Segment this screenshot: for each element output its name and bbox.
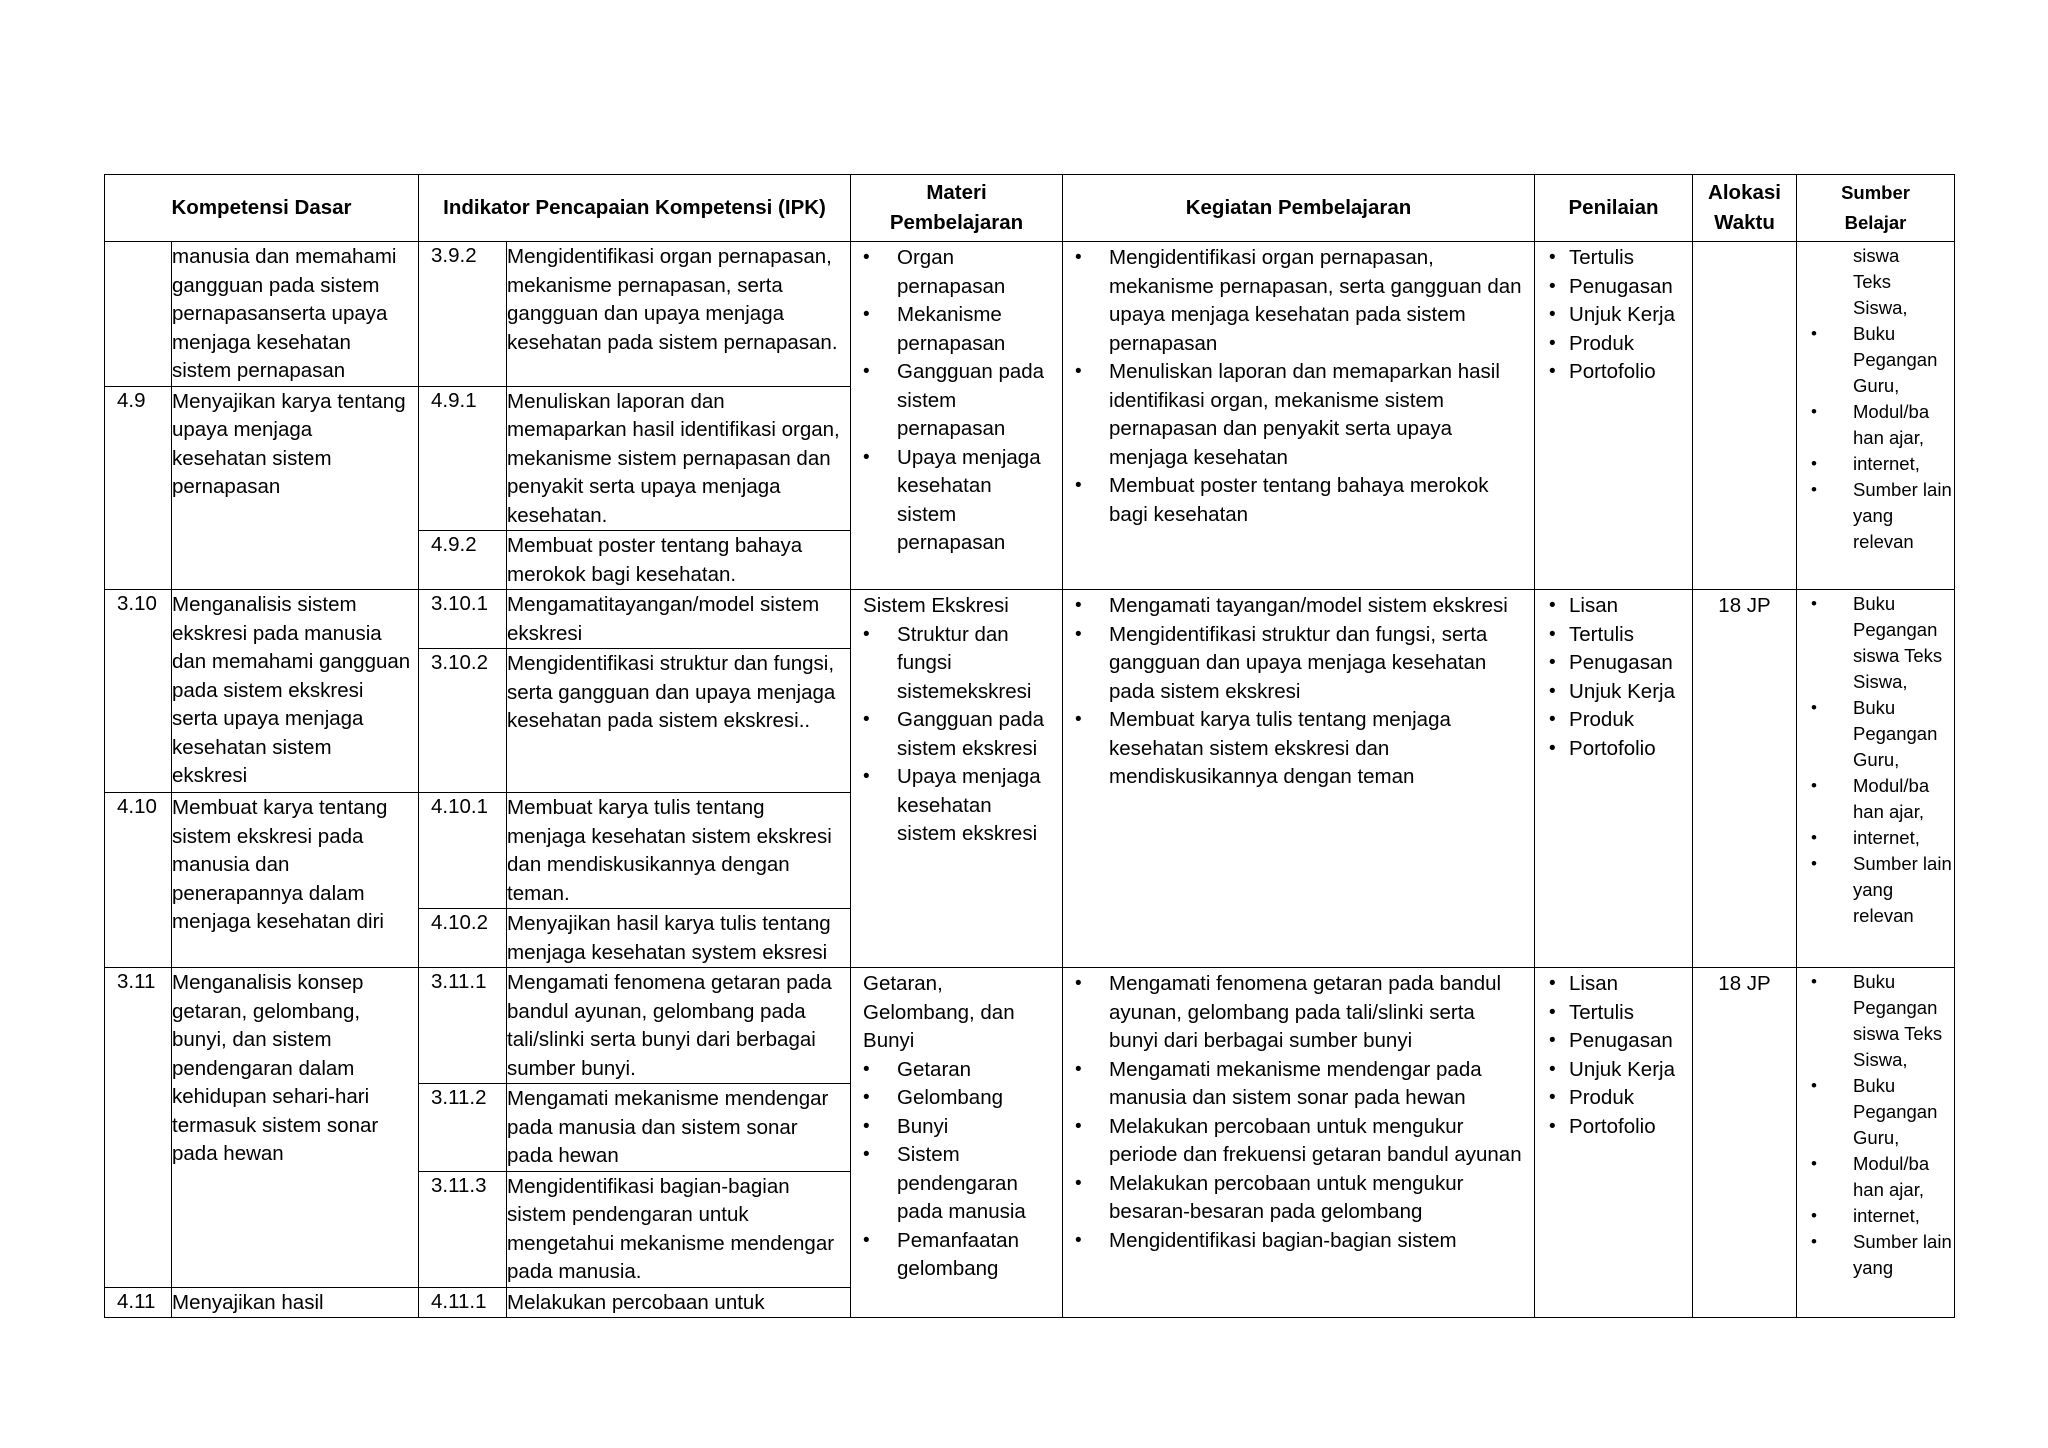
ipk-text: Melakukan percobaan untuk <box>507 1287 851 1318</box>
kd-text: manusia dan memahami gangguan pada sistem pernapasanserta upaya menjaga kesehatan sistem pernapasan <box>172 242 419 387</box>
list-item: • Modul/ba han ajar, <box>1797 773 1952 825</box>
ipk-number: 3.10.1 <box>419 590 507 649</box>
kd-text: Menganalisis konsep getaran, gelombang, bunyi, dan sistem pendengaran dalam kehidupan sehari-hari termasuk sistem sonar pada hewan <box>172 968 419 1288</box>
kd-number: 3.11 <box>105 968 172 1288</box>
list-item: • Portofolio <box>1535 735 1688 764</box>
ipk-number: 3.11.3 <box>419 1171 507 1287</box>
penilaian-cell <box>1535 590 1693 968</box>
alokasi-cell <box>1693 242 1797 590</box>
materi-heading: Getaran, Gelombang, dan Bunyi <box>863 972 1015 1052</box>
list-item: • Buku Pegangan siswa Teks Siswa, <box>1797 591 1952 695</box>
penilaian-cell <box>1535 242 1693 590</box>
ipk-number: 3.10.2 <box>419 649 507 793</box>
table-row <box>105 968 1955 1084</box>
list-item: • Upaya menjaga kesehatan sistem ekskresi <box>851 763 1056 849</box>
header-penilaian: Penilaian <box>1535 175 1693 242</box>
list-item: • Bunyi <box>851 1113 1056 1142</box>
list-item: • Tertulis <box>1535 244 1688 273</box>
header-kompetensi-dasar: Kompetensi Dasar <box>105 175 419 242</box>
list-item: • Mengamati mekanisme mendengar pada manusia dan sistem sonar pada hewan <box>1063 1056 1528 1113</box>
list-item: • Penugasan <box>1535 649 1688 678</box>
list-item: • Sumber lain yang relevan <box>1797 477 1952 555</box>
kd-number: 4.9 <box>105 386 172 590</box>
list-item: • Buku Pegangan Guru, <box>1797 321 1952 399</box>
sumber-cell <box>1797 968 1955 1318</box>
ipk-number: 4.9.1 <box>419 386 507 531</box>
header-alokasi: Alokasi Waktu <box>1693 175 1797 242</box>
kd-number: 3.10 <box>105 590 172 793</box>
list-item: Teks <box>1853 271 1892 292</box>
list-item: Siswa, <box>1853 297 1908 318</box>
list-item: • Mengidentifikasi organ pernapasan, mekanisme pernapasan, serta gangguan dan upaya menjaga kesehatan pada sistem pernapasan <box>1063 244 1528 358</box>
list-item: • Sumber lain yang relevan <box>1797 851 1952 929</box>
list-item: • Gangguan pada sistem pernapasan <box>851 358 1056 444</box>
table-row <box>105 242 1955 387</box>
header-kegiatan: Kegiatan Pembelajaran <box>1063 175 1535 242</box>
list-item: • Membuat karya tulis tentang menjaga kesehatan sistem ekskresi dan mendiskusikannya dengan teman <box>1063 706 1528 792</box>
list-item: • Lisan <box>1535 592 1688 621</box>
syllabus-table <box>104 174 1955 1318</box>
list-item: • Mekanisme pernapasan <box>851 301 1056 358</box>
ipk-number: 4.11.1 <box>419 1287 507 1318</box>
header-sumber: Sumber Belajar <box>1797 175 1955 242</box>
list-item: • Mengamati fenomena getaran pada bandul ayunan, gelombang pada tali/slinki serta bunyi dari berbagai sumber bunyi <box>1063 970 1528 1056</box>
ipk-number: 4.10.1 <box>419 793 507 909</box>
ipk-text: Mengidentifikasi bagian-bagian sistem pendengaran untuk mengetahui mekanisme mendengar pada manusia. <box>507 1171 851 1287</box>
list-item: • Melakukan percobaan untuk mengukur besaran-besaran pada gelombang <box>1063 1170 1528 1227</box>
list-item: • Tertulis <box>1535 999 1688 1028</box>
materi-cell <box>851 590 1063 968</box>
list-item: • internet, <box>1797 451 1952 477</box>
list-item: • Modul/ba han ajar, <box>1797 399 1952 451</box>
list-item: • Penugasan <box>1535 273 1688 302</box>
list-item: • Unjuk Kerja <box>1535 301 1688 330</box>
list-item: • Mengidentifikasi struktur dan fungsi, serta gangguan dan upaya menjaga kesehatan pada sistem ekskresi <box>1063 621 1528 707</box>
kd-text: Membuat karya tentang sistem ekskresi pada manusia dan penerapannya dalam menjaga kesehatan diri <box>172 793 419 968</box>
list-item: • Pemanfaatan gelombang <box>851 1227 1056 1284</box>
ipk-text: Membuat poster tentang bahaya merokok bagi kesehatan. <box>507 531 851 590</box>
list-item: • Buku Pegangan Guru, <box>1797 695 1952 773</box>
list-item: • Produk <box>1535 706 1688 735</box>
materi-heading: Sistem Ekskresi <box>863 594 1009 617</box>
list-item: • Tertulis <box>1535 621 1688 650</box>
list-item: • Struktur dan fungsi sistemekskresi <box>851 621 1056 707</box>
list-item: • Membuat poster tentang bahaya merokok bagi kesehatan <box>1063 472 1528 529</box>
ipk-text: Menuliskan laporan dan memaparkan hasil identifikasi organ, mekanisme sistem pernapasan dan penyakit serta upaya menjaga kesehatan. <box>507 386 851 531</box>
kegiatan-cell <box>1063 968 1535 1318</box>
ipk-number: 4.9.2 <box>419 531 507 590</box>
kd-number: 4.10 <box>105 793 172 968</box>
alokasi-cell: 18 JP <box>1693 968 1797 1318</box>
header-materi: Materi Pembelajaran <box>851 175 1063 242</box>
ipk-text: Mengidentifikasi struktur dan fungsi, serta gangguan dan upaya menjaga kesehatan pada sistem ekskresi.. <box>507 649 851 793</box>
ipk-text: Mengamati mekanisme mendengar pada manusia dan sistem sonar pada hewan <box>507 1084 851 1172</box>
kd-text: Menyajikan karya tentang upaya menjaga kesehatan sistem pernapasan <box>172 386 419 590</box>
header-ipk: Indikator Pencapaian Kompetensi (IPK) <box>419 175 851 242</box>
list-item: • Mengidentifikasi bagian-bagian sistem <box>1063 1227 1528 1256</box>
list-item: • Portofolio <box>1535 358 1688 387</box>
list-item: • internet, <box>1797 825 1952 851</box>
ipk-text: Mengamati fenomena getaran pada bandul ayunan, gelombang pada tali/slinki serta bunyi dari berbagai sumber bunyi. <box>507 968 851 1084</box>
list-item: • internet, <box>1797 1203 1952 1229</box>
ipk-number: 3.9.2 <box>419 242 507 387</box>
list-item: • Melakukan percobaan untuk mengukur periode dan frekuensi getaran bandul ayunan <box>1063 1113 1528 1170</box>
kd-text: Menganalisis sistem ekskresi pada manusia dan memahami gangguan pada sistem ekskresi serta upaya menjaga kesehatan sistem ekskresi <box>172 590 419 793</box>
list-item: • Organ pernapasan <box>851 244 1056 301</box>
ipk-text: Mengamatitayangan/model sistem ekskresi <box>507 590 851 649</box>
sumber-cell <box>1797 242 1955 590</box>
list-item: • Lisan <box>1535 970 1688 999</box>
ipk-number: 3.11.2 <box>419 1084 507 1172</box>
table-row <box>105 590 1955 649</box>
ipk-text: Mengidentifikasi organ pernapasan, mekanisme pernapasan, serta gangguan dan upaya menjaga kesehatan pada sistem pernapasan. <box>507 242 851 387</box>
list-item: • Modul/ba han ajar, <box>1797 1151 1952 1203</box>
list-item: • Gelombang <box>851 1084 1056 1113</box>
list-item: • Mengamati tayangan/model sistem ekskresi <box>1063 592 1528 621</box>
kd-text: Menyajikan hasil <box>172 1287 419 1318</box>
header-row <box>105 175 1955 242</box>
list-item: • Buku Pegangan siswa Teks Siswa, <box>1797 969 1952 1073</box>
list-item: • Buku Pegangan Guru, <box>1797 1073 1952 1151</box>
penilaian-cell <box>1535 968 1693 1318</box>
materi-cell <box>851 242 1063 590</box>
sumber-cell <box>1797 590 1955 968</box>
materi-cell <box>851 968 1063 1318</box>
list-item: • Portofolio <box>1535 1113 1688 1142</box>
alokasi-cell: 18 JP <box>1693 590 1797 968</box>
list-item: • Sistem pendengaran pada manusia <box>851 1141 1056 1227</box>
list-item: siswa <box>1853 245 1900 266</box>
kd-number: 4.11 <box>105 1287 172 1318</box>
list-item: • Getaran <box>851 1056 1056 1085</box>
list-item: • Produk <box>1535 1084 1688 1113</box>
list-item: • Gangguan pada sistem ekskresi <box>851 706 1056 763</box>
list-item: • Menuliskan laporan dan memaparkan hasil identifikasi organ, mekanisme sistem pernapasan dan penyakit serta upaya menjaga kesehatan <box>1063 358 1528 472</box>
list-item: • Produk <box>1535 330 1688 359</box>
list-item: • Upaya menjaga kesehatan sistem pernapasan <box>851 444 1056 558</box>
list-item: • Unjuk Kerja <box>1535 1056 1688 1085</box>
ipk-number: 3.11.1 <box>419 968 507 1084</box>
kd-number <box>105 242 172 387</box>
list-item: • Unjuk Kerja <box>1535 678 1688 707</box>
list-item: • Sumber lain yang <box>1797 1229 1952 1281</box>
list-item: • Penugasan <box>1535 1027 1688 1056</box>
kegiatan-cell <box>1063 590 1535 968</box>
ipk-number: 4.10.2 <box>419 909 507 968</box>
ipk-text: Menyajikan hasil karya tulis tentang menjaga kesehatan system eksresi <box>507 909 851 968</box>
kegiatan-cell <box>1063 242 1535 590</box>
ipk-text: Membuat karya tulis tentang menjaga kesehatan sistem ekskresi dan mendiskusikannya dengan teman. <box>507 793 851 909</box>
